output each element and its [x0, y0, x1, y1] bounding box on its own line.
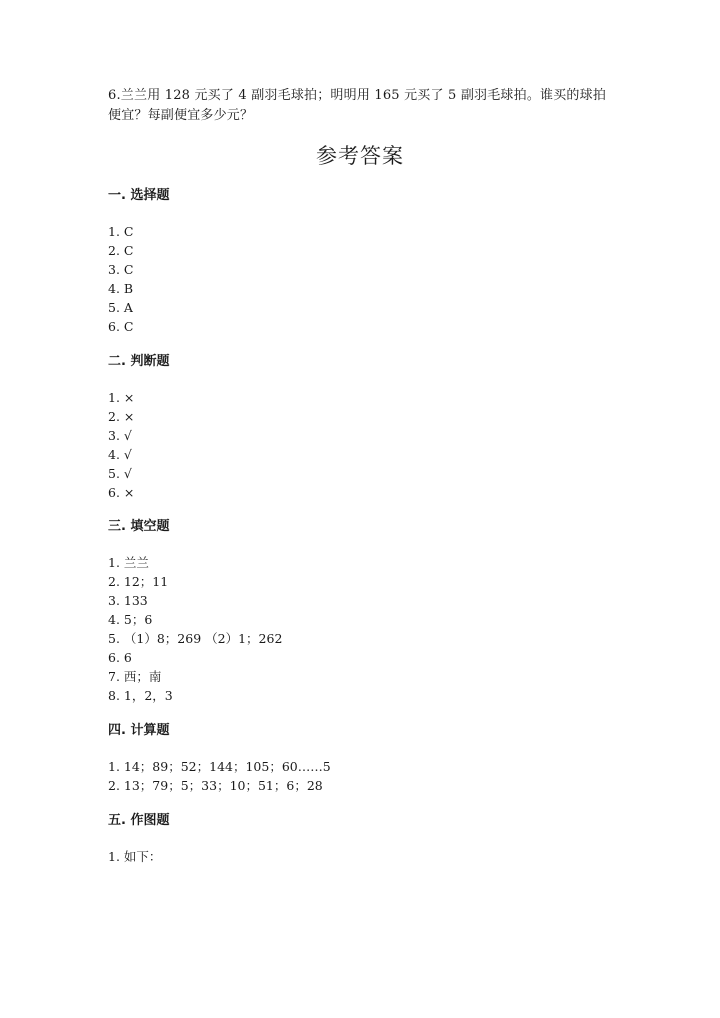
- section-fill-blank: [108, 517, 628, 705]
- section-heading: 四. 计算题: [108, 723, 170, 738]
- answer-item: 2. ×: [108, 409, 135, 424]
- answer-item: 5. √: [108, 466, 132, 481]
- answer-item: 3. C: [108, 262, 134, 277]
- answer-item: 1. 如下：: [108, 849, 162, 864]
- section-calculation: [108, 721, 628, 795]
- answer-list: [108, 847, 628, 866]
- section-drawing: [108, 811, 628, 866]
- problem-6-text: 6.兰兰用 128 元买了 4 副羽毛球拍；明明用 165 元买了 5 副羽毛球拍。谁买的球拍便宜？每副便宜多少元？: [108, 88, 607, 123]
- answer-item: 2. 13；79；5；33；10；51；6；28: [108, 778, 323, 793]
- answer-item: 6. 6: [108, 650, 132, 665]
- answer-item: 2. 12；11: [108, 574, 169, 589]
- section-heading: 五. 作图题: [108, 813, 170, 828]
- section-heading: 二. 判断题: [108, 354, 170, 369]
- answer-item: 7. 西；南: [108, 669, 162, 684]
- section-heading: 一. 选择题: [108, 188, 170, 203]
- section-choice: [108, 186, 628, 336]
- answer-item: 1. ×: [108, 390, 135, 405]
- answer-item: 6. C: [108, 319, 134, 334]
- answer-item: 5. A: [108, 300, 133, 315]
- answer-list: [108, 757, 628, 795]
- answer-list: [108, 388, 628, 502]
- answer-list: [108, 222, 628, 336]
- answer-item: 5. （1）8；269 （2）1；262: [108, 631, 283, 646]
- answer-list: [108, 553, 628, 705]
- answer-item: 3. √: [108, 428, 132, 443]
- answer-item: 1. 14；89；52；144；105；60……5: [108, 759, 331, 774]
- answer-item: 4. 5；6: [108, 612, 153, 627]
- answer-item: 2. C: [108, 243, 134, 258]
- answer-item: 1. 兰兰: [108, 555, 149, 570]
- answer-item: 4. √: [108, 447, 132, 462]
- answer-item: 4. B: [108, 281, 134, 296]
- answer-item: 6. ×: [108, 485, 135, 500]
- section-heading: 三. 填空题: [108, 519, 170, 534]
- answer-item: 3. 133: [108, 593, 148, 608]
- answer-item: 8. 1，2，3: [108, 688, 173, 703]
- page-title: 参考答案: [316, 144, 404, 168]
- section-true-false: [108, 352, 628, 502]
- answer-item: 1. C: [108, 224, 134, 239]
